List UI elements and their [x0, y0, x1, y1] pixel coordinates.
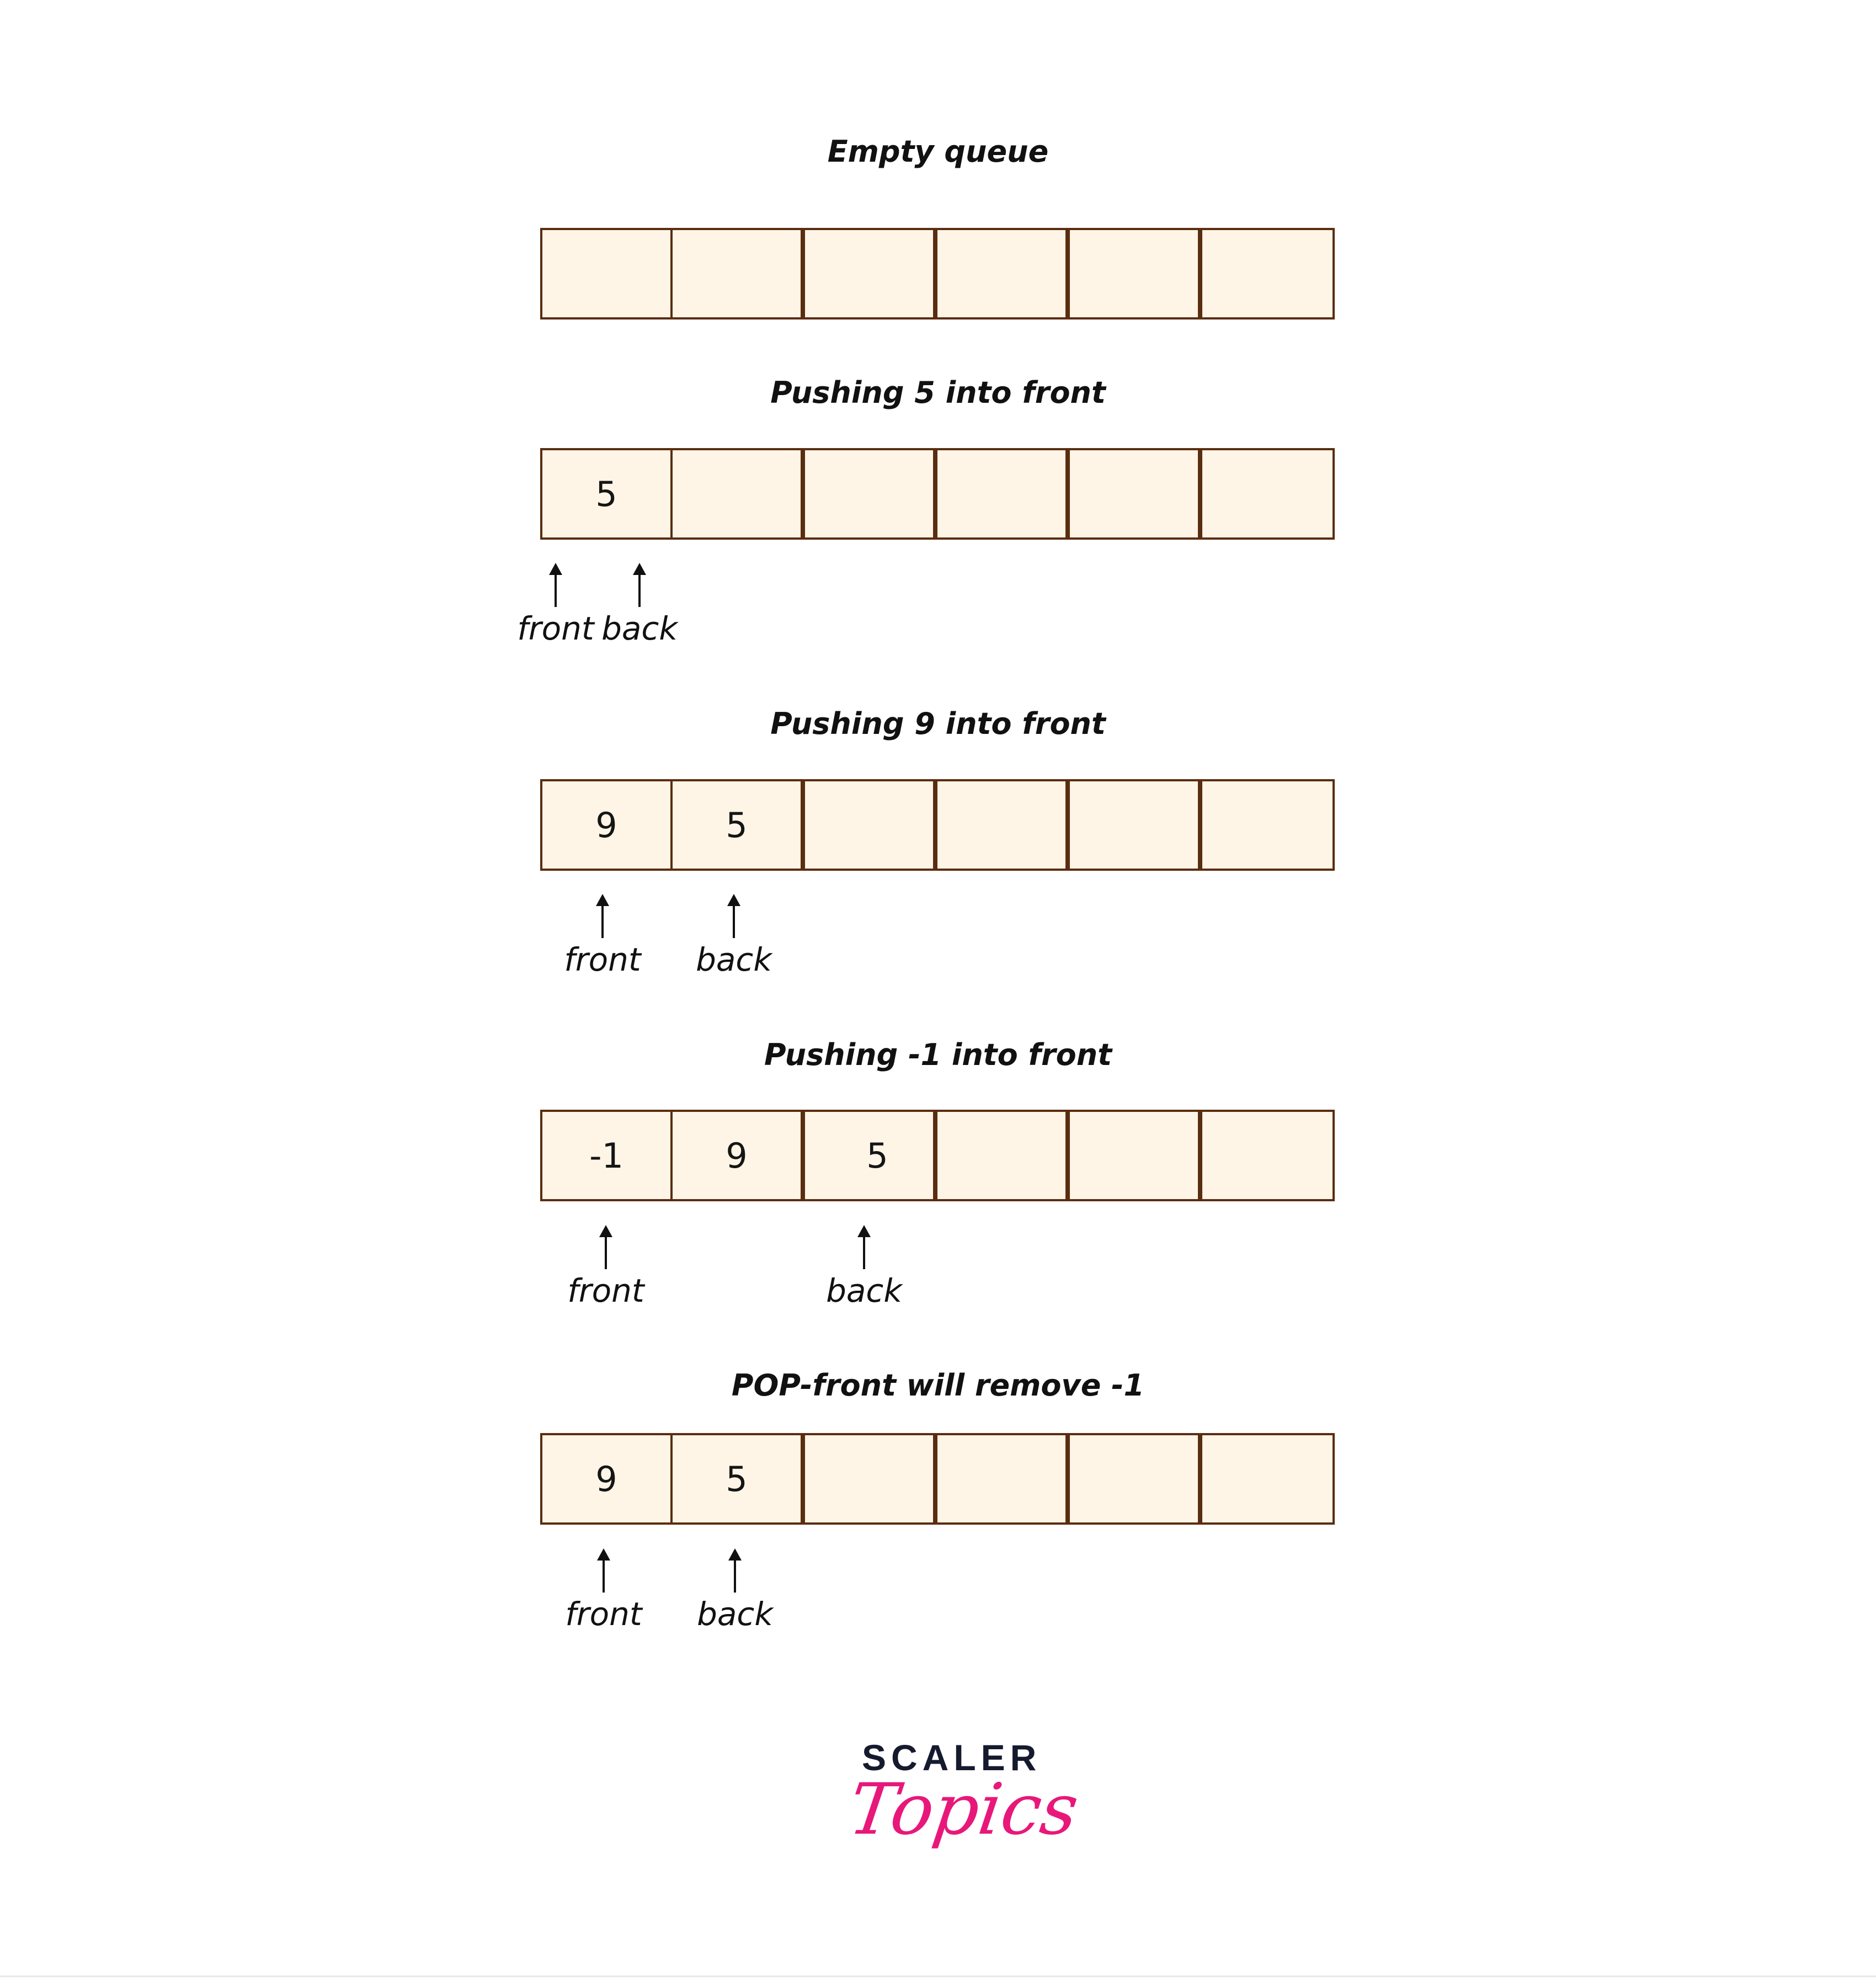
front-label: front: [517, 610, 594, 647]
queue-cell: [1068, 1433, 1200, 1525]
up-arrow-icon: [545, 563, 567, 607]
queue-cell: [1200, 779, 1335, 871]
logo-scaler-text: SCALER: [862, 1737, 1042, 1778]
queue-array-step-2: [540, 448, 1335, 540]
back-label: back: [826, 1272, 902, 1309]
queue-cell: [670, 448, 803, 540]
step-title-push-minus-1: Pushing -1 into front: [764, 1037, 1112, 1072]
queue-cell: 9: [540, 1433, 673, 1525]
back-pointer: [685, 1548, 785, 1632]
logo-topics-text: Topics: [844, 1769, 1084, 1851]
queue-cell: [1068, 448, 1200, 540]
queue-cell: [1200, 448, 1335, 540]
up-arrow-icon: [591, 894, 614, 938]
queue-cell: [935, 1110, 1068, 1201]
queue-cell: [935, 228, 1068, 319]
up-arrow-icon: [628, 563, 651, 607]
queue-cell: 5: [670, 779, 803, 871]
step-title-push-9: Pushing 9 into front: [770, 706, 1106, 741]
queue-cell: [935, 448, 1068, 540]
queue-cell: [803, 1433, 935, 1525]
back-pointer: [684, 894, 784, 978]
scaler-topics-logo: [844, 1735, 1084, 1879]
queue-array-step-4: [540, 1110, 1335, 1201]
front-label: front: [564, 941, 641, 978]
front-pointer: [556, 1225, 655, 1309]
step-title-push-5: Pushing 5 into front: [770, 375, 1106, 410]
queue-array-step-3: [540, 779, 1335, 871]
queue-cell: [803, 779, 935, 871]
queue-cell: [1200, 1433, 1335, 1525]
back-label: back: [697, 1595, 773, 1633]
queue-cell: 5: [670, 1433, 803, 1525]
queue-cell: 9: [540, 779, 673, 871]
back-pointer: [590, 563, 689, 647]
queue-array-step-5: [540, 1433, 1335, 1525]
queue-cell: [1068, 1110, 1200, 1201]
queue-cell: -1: [540, 1110, 673, 1201]
queue-cell: [803, 228, 935, 319]
back-label: back: [696, 941, 772, 978]
queue-cell: 5: [540, 448, 673, 540]
up-arrow-icon: [723, 894, 745, 938]
queue-cell: [1200, 1110, 1335, 1201]
up-arrow-icon: [853, 1225, 875, 1269]
front-pointer: [553, 894, 652, 978]
queue-cell: [1068, 228, 1200, 319]
queue-cell: [1200, 228, 1335, 319]
queue-cell: [935, 1433, 1068, 1525]
step-title-empty-queue: Empty queue: [827, 134, 1049, 169]
back-label: back: [601, 610, 678, 647]
queue-array-step-1: [540, 228, 1335, 319]
front-pointer: [554, 1548, 653, 1632]
queue-cell: [1068, 779, 1200, 871]
queue-cell: [540, 228, 673, 319]
up-arrow-icon: [595, 1225, 617, 1269]
queue-cell: [803, 448, 935, 540]
bottom-divider: [0, 1975, 1876, 1977]
queue-cell: [935, 779, 1068, 871]
front-label: front: [565, 1595, 642, 1633]
step-title-pop-front: POP-front will remove -1: [731, 1368, 1145, 1403]
queue-cell: 9: [670, 1110, 803, 1201]
up-arrow-icon: [724, 1548, 746, 1593]
front-label: front: [567, 1272, 644, 1309]
back-pointer: [814, 1225, 914, 1309]
up-arrow-icon: [593, 1548, 615, 1593]
queue-cell: 5: [803, 1110, 935, 1201]
queue-cell: [670, 228, 803, 319]
